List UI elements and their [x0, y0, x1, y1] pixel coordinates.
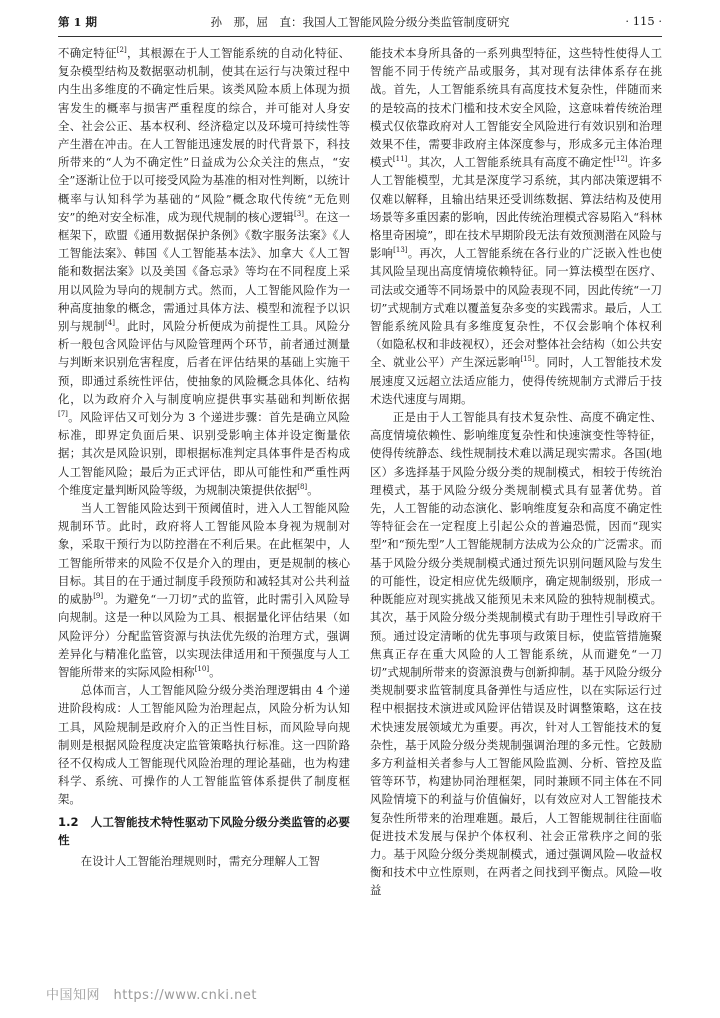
issue-number: 第 1 期 [58, 15, 98, 29]
citation-ref[interactable]: [4] [105, 319, 115, 328]
paragraph: 在设计人工智能治理规则时，需充分理解人工智 [80, 853, 321, 868]
running-header [58, 14, 662, 34]
page-number: · 115 · [625, 14, 662, 28]
paragraph: 能技术本身所具备的一系列典型特征，这些特性使得人工智能不同于传统产品或服务，其对现有法律体系存在挑战。首先，人工智能系统具有高度技术复杂性，伴随而来的是较高的技术门槛和技术安全风险，这意味着传统治理模式仅依靠政府对人工智能安全风险进行有效识别和治理效果不佳，需要非政府主体深度参与，形成多元主体治理模式[11]。其次，人工智能系统具有高度不确定性[12]。许多人工智能模型，尤其是深度学习系统，其内部决策逻辑不仅难以解释，且输出结果还受训练数据、算法结构及使用场景等多重因素的影响，因此传统治理模式容易陷入“科林格里奇困境”，即在技术早期阶段无法有效预测潜在风险与影响[13]。再次，人工智能系统在各行业的广泛嵌入性也使其风险呈现出高度情境依赖特征。同一算法模型在医疗、司法或交通等不同场景中的风险表现不同，因此传统“一刀切”式规制方式难以覆盖复杂多变的实践需求。最后，人工智能系统风险具有多维度复杂性，不仅会影响个体权利（如隐私权和非歧视权），还会对整体社会结构（如公共安全、就业公平）产生深远影响[15]。同时，人工智能技术发展速度又远超立法适应能力，使得传统规制方式滞后于技术迭代速度与周期。 [370, 46, 662, 406]
paragraph: 正是由于人工智能具有技术复杂性、高度不确定性、高度情境依赖性、影响维度复杂性和快速演变性等特征，使得传统静态、线性规制技术难以满足现实需求。各国(地区）多选择基于风险分级分类的规制模式，相较于传统治理模式，基于风险分级分类规制模式具有显著优势。首先，人工智能的动态演化、影响维度复杂和高度不确定性等特征会在一定程度上引起公众的普遍恐慌，因而“现实型”和“预先型”人工智能规制方法成为公众的广泛需求。而基于风险分级分类规制模式通过预先识别问题风险与发生的可能性，设定相应优先级顺序，确定规制级别，形成一种既能应对现实挑战又能预见未来风险的独特规制模式。其次，基于风险分级分类规制模式有助于理性引导政府干预。通过设定清晰的优先事项与政策目标，使监管措施聚焦真正存在重大风险的人工智能系统，从而避免“一刀切”式规制所带来的资源浪费与创新抑制。基于风险分级分类规制要求监管制度具备弹性与适应性，以在实际运行过程中根据技术演进或风险评估错误及时调整策略，这在技术快速发展领域尤为重要。再次，针对人工智能技术的复杂性，基于风险分级分类规制强调治理的多元性。它鼓励多方利益相关者参与人工智能风险监测、分析、管控及监管等环节，构建协同治理框架，同时兼顾不同主体在不同风险情境下的利益与价值偏好，以有效应对人工智能技术复杂性所带来的治理难题。最后，人工智能规制往往面临促进技术发展与保护个体权利、社会正常秩序之间的张力。基于风险分级分类规制模式，通过强调风险—收益权衡和技术中立性原则，在两者之间找到平衡点。风险—收益 [370, 410, 662, 898]
citation-ref[interactable]: [12] [613, 155, 628, 164]
section-heading [58, 813, 350, 849]
section-number: 1.2 [58, 814, 79, 829]
citation-ref[interactable]: [8] [297, 483, 308, 492]
running-title: 孙 那，屈 直：我国人工智能风险分级分类监管制度研究 [210, 15, 510, 29]
cnki-watermark: 中国知网 https://www.cnki.net [46, 988, 257, 1003]
paragraph: 不确定特征[2]，其根源在于人工智能系统的自动化特征、复杂模型结构及数据驱动机制，使其在运行与决策过程中内生出多维度的不确定性后果。该类风险本质上体现为损害发生的概率与损害严重程度的综合，并可能对人身安全、社会公正、基本权利、经济稳定以及环境可持续性等产生潜在冲击。在人工智能迅速发展的时代背景下，科技所带来的“人为不确定性”日益成为公众关注的焦点，“安全”逐渐让位于以可接受风险为基准的相对性判断，以统计概率与认知科学为基础的“风险”概念取代传统“无危则安”的绝对安全标准，成为现代规制的核心逻辑[3]。在这一框架下，欧盟《通用数据保护条例》《数字服务法案》《人工智能法案》、韩国《人工智能基本法》、加拿大《人工智能和数据法案》以及美国《备忘录》等均在不同程度上采用以风险为导向的规制方式。然而，人工智能风险作为一种高度抽象的概念，需通过具体方法、模型和流程予以识别与规制[4]。此时，风险分析便成为前提性工具。风险分析一般包含风险评估与风险管理两个环节，前者通过测量与判断来识别危害程度，后者在评估结果的基础上实施干预，即通过系统性评估，使抽象的风险概念具体化、结构化，以为政府介入与制度响应提供事实基础和判断依据[7]。风险评估又可划分为 3 个递进步骤：首先是确立风险标准，即界定负面后果、识别受影响主体并设定衡量依据；其次是风险识别，即根据标准判定具体事件是否构成人工智能风险；最后为正式评估，即从可能性和严重性两个维度定量判断风险等级，为规制决策提供依据[8]。 [58, 46, 350, 497]
citation-ref[interactable]: [2] [116, 46, 127, 55]
left-column [58, 44, 350, 978]
citation-ref[interactable]: [7] [58, 410, 68, 419]
citation-ref[interactable]: [10] [194, 665, 210, 674]
paragraph: 总体而言，人工智能风险分级分类治理逻辑由 4 个递进阶段构成：人工智能风险为治理起点，风险分析为认知工具，风险规制是政府介入的正当性目标，而风险导向规制则是根据风险程度决定监管策略执行标准。这一四阶路径不仅构成人工智能现代风险治理的理论基础，也为构建科学、系统、可操作的人工智能监管体系提供了制度框架。 [58, 683, 350, 807]
section-title: 人工智能技术特性驱动下风险分级分类监管的必要性 [58, 814, 350, 847]
citation-ref[interactable]: [3] [294, 210, 304, 219]
right-column [370, 44, 662, 978]
paragraph: 当人工智能风险达到干预阈值时，进入人工智能风险规制环节。此时，政府将人工智能风险本身视为规制对象，采取干预行为以防控潜在不利后果。在此框架中，人工智能所带来的风险不仅是介入的理由，更是规制的核心目标。其目的在于通过制度手段预防和减轻其对公共利益的威胁[9]。为避免“一刀切”式的监管，此时需引入风险导向规制。这是一种以风险为工具、根据量化评估结果（如风险评分）分配监管资源与执法优先级的治理方式，强调差异化与精准化监管，以实现法律适用和干预强度与人工智能所带来的实际风险相称[10]。 [58, 501, 350, 679]
citation-ref[interactable]: [11] [392, 155, 408, 164]
citation-ref[interactable]: [9] [93, 592, 104, 601]
citation-ref[interactable]: [13] [393, 246, 408, 255]
header-rule [58, 36, 662, 37]
citation-ref[interactable]: [15] [520, 355, 535, 364]
